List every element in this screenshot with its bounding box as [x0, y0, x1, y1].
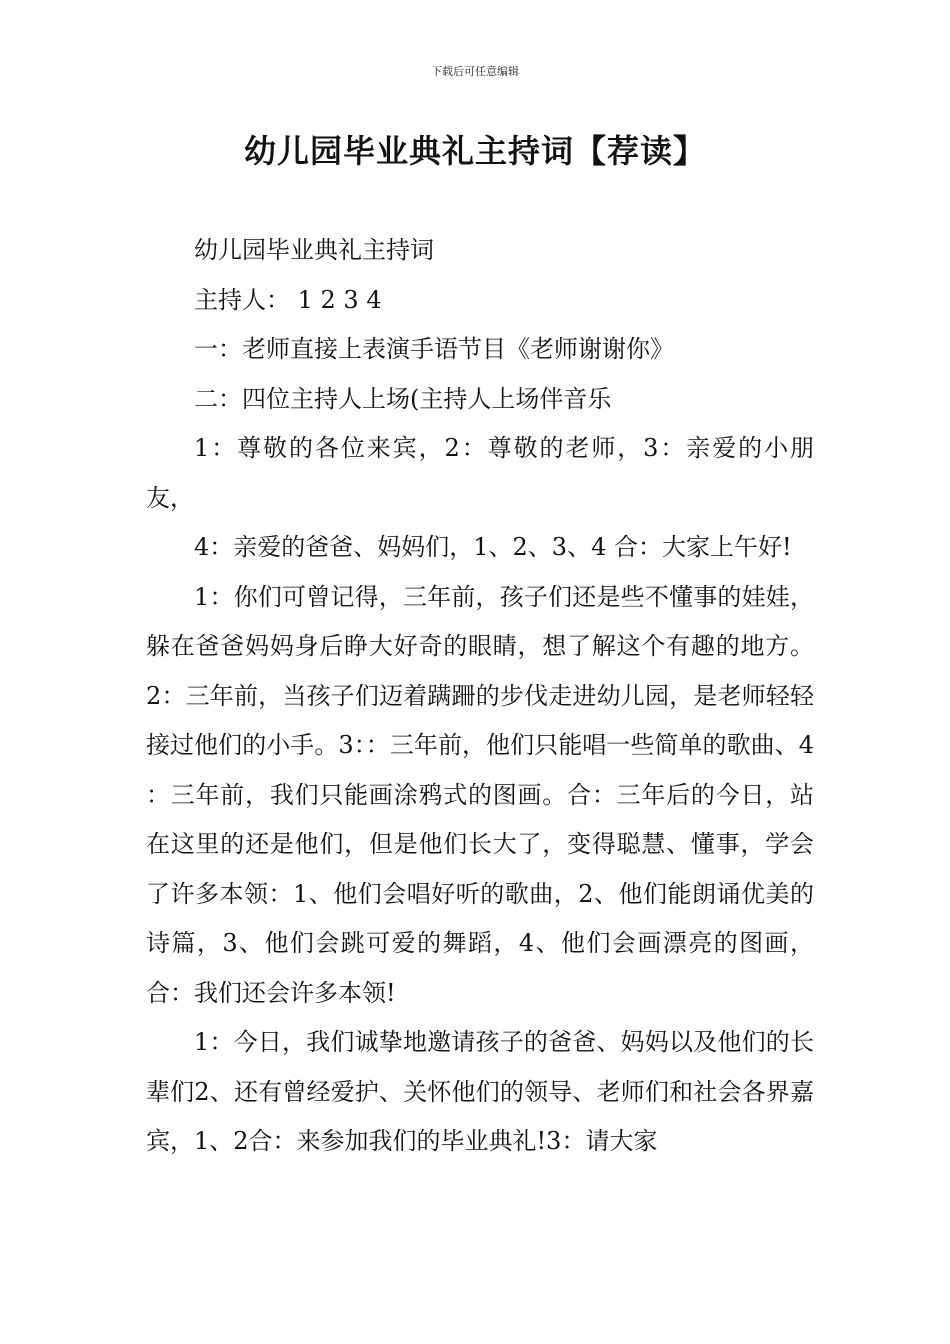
paragraph-part-two: 二：四位主持人上场(主持人上场伴音乐	[194, 384, 612, 413]
paragraph-invitation: 1：今日，我们诚挚地邀请孩子的爸爸、妈妈以及他们的长辈们2、还有曾经爱护、关怀他们的领导、老师们和社会各界嘉宾，1、2合：来参加我们的毕业典礼!3：请大家	[146, 1028, 814, 1155]
paragraph-greeting-2: 4：亲爱的爸爸、妈妈们，1、2、3、4 合：大家上午好!	[194, 533, 792, 561]
paragraph-hosts: 主持人： 1 2 3 4	[194, 285, 382, 314]
paragraph-greeting-1: 1：尊敬的各位来宾，2：尊敬的老师，3：亲爱的小朋友，	[146, 434, 814, 512]
paragraph-part-one: 一：老师直接上表演手语节目《老师谢谢你》	[194, 335, 674, 363]
paragraph-subtitle: 幼儿园毕业典礼主持词	[194, 236, 434, 264]
header-note: 下载后可任意编辑	[431, 65, 519, 78]
document-body	[146, 226, 814, 1167]
document-title: 幼儿园毕业典礼主持词【荐读】	[243, 132, 706, 170]
paragraph-memories: 1：你们可曾记得，三年前，孩子们还是些不懂事的娃娃，躲在爸爸妈妈身后睁大好奇的眼睛，想了解这个有趣的地方。2：三年前，当孩子们迈着蹒跚的步伐走进幼儿园，是老师轻轻接过他们的小手。3：：三年前，他们只能唱一些简单的歌曲、4 ：三年前，我们只能画涂鸦式的图画。合：三年后的今日，站在这里的还是他们，但是他们长大了，变得聪慧、懂事，学会了许多本领：1、他们会唱好听的歌曲，2、他们能朗诵优美的诗篇，3、他们会跳可爱的舞蹈，4、他们会画漂亮的图画，合：我们还会许多本领!	[146, 582, 814, 1007]
